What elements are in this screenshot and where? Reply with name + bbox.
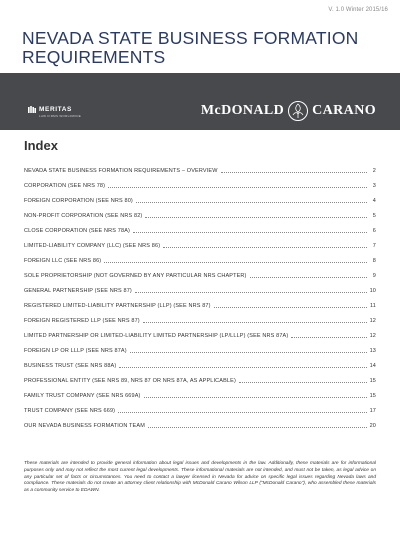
meritas-logo xyxy=(28,106,72,113)
toc-entry-label: LIMITED-LIABILITY COMPANY (LLC) (SEE NRS 86) xyxy=(24,243,161,249)
toc-entry[interactable] xyxy=(24,219,376,234)
crest-icon xyxy=(287,100,309,122)
meritas-wordmark: MERITAS xyxy=(39,106,72,113)
toc-entry-page: 9 xyxy=(372,273,376,279)
toc-entry-label: FOREIGN LLC (SEE NRS 86) xyxy=(24,258,102,264)
index-section xyxy=(24,138,376,429)
logo-band xyxy=(0,73,400,130)
toc-leader-dots xyxy=(148,427,367,428)
toc-entry-page: 2 xyxy=(372,168,376,174)
toc-leader-dots xyxy=(239,382,367,383)
toc-entry[interactable] xyxy=(24,339,376,354)
toc-entry[interactable] xyxy=(24,279,376,294)
toc-leader-dots xyxy=(136,202,367,203)
toc-leader-dots xyxy=(135,292,367,293)
toc-entry-page: 15 xyxy=(369,378,376,384)
toc-entry[interactable] xyxy=(24,204,376,219)
toc-leader-dots xyxy=(108,187,367,188)
toc-entry-label: NEVADA STATE BUSINESS FORMATION REQUIREMENTS – OVERVIEW xyxy=(24,168,218,174)
toc-entry-label: FAMILY TRUST COMPANY (SEE NRS 669A) xyxy=(24,393,141,399)
meritas-mark-icon xyxy=(28,106,36,113)
toc-leader-dots xyxy=(144,397,367,398)
toc-leader-dots xyxy=(133,232,367,233)
toc-entry-page: 6 xyxy=(372,228,376,234)
toc-leader-dots xyxy=(104,262,367,263)
toc-entry[interactable] xyxy=(24,309,376,324)
toc-leader-dots xyxy=(143,322,367,323)
toc-entry-label: CLOSE CORPORATION (SEE NRS 78A) xyxy=(24,228,131,234)
version-label: V. 1.0 Winter 2015/16 xyxy=(328,7,388,13)
toc-entry-page: 8 xyxy=(372,258,376,264)
toc-entry[interactable] xyxy=(24,234,376,249)
toc-leader-dots xyxy=(250,277,367,278)
toc-entry-label: FOREIGN REGISTERED LLP (SEE NRS 87) xyxy=(24,318,140,324)
toc-entry-page: 3 xyxy=(372,183,376,189)
carano-wordmark: CARANO xyxy=(312,103,376,118)
toc-entry[interactable] xyxy=(24,174,376,189)
toc-entry[interactable] xyxy=(24,384,376,399)
toc-entry[interactable] xyxy=(24,249,376,264)
toc-entry[interactable] xyxy=(24,369,376,384)
toc-entry[interactable] xyxy=(24,264,376,279)
mcdonald-wordmark: McDONALD xyxy=(200,103,285,118)
toc-entry-label: CORPORATION (SEE NRS 78) xyxy=(24,183,106,189)
toc-entry-label: SOLE PROPRIETORSHIP (NOT GOVERNED BY ANY PARTICULAR NRS CHAPTER) xyxy=(24,273,247,279)
toc-entry[interactable] xyxy=(24,324,376,339)
toc-entry[interactable] xyxy=(24,354,376,369)
toc-entry-page: 17 xyxy=(369,408,376,414)
toc-entry-label: TRUST COMPANY (SEE NRS 669) xyxy=(24,408,116,414)
toc-entry-page: 13 xyxy=(369,348,376,354)
toc-entry-label: GENERAL PARTNERSHIP (SEE NRS 87) xyxy=(24,288,132,294)
toc-entry[interactable] xyxy=(24,159,376,174)
toc-entry-page: 11 xyxy=(369,303,376,309)
toc-entry-label: OUR NEVADA BUSINESS FORMATION TEAM xyxy=(24,423,145,429)
toc-entry-page: 5 xyxy=(372,213,376,219)
toc-entry-label: BUSINESS TRUST (SEE NRS 88A) xyxy=(24,363,117,369)
toc-entry-label: REGISTERED LIMITED-LIABILITY PARTNERSHIP (LLP) (SEE NRS 87) xyxy=(24,303,211,309)
toc-leader-dots xyxy=(214,307,367,308)
toc-entry-page: 14 xyxy=(369,363,376,369)
toc-entry-page: 12 xyxy=(369,333,376,339)
toc-entry-page: 20 xyxy=(369,423,376,429)
table-of-contents xyxy=(24,159,376,429)
toc-entry-label: NON-PROFIT CORPORATION (SEE NRS 82) xyxy=(24,213,143,219)
toc-leader-dots xyxy=(130,352,367,353)
title-band xyxy=(0,18,400,73)
toc-entry-label: PROFESSIONAL ENTITY (SEE NRS 89, NRS 87 OR NRS 87A, AS APPLICABLE) xyxy=(24,378,236,384)
toc-entry-page: 15 xyxy=(369,393,376,399)
toc-entry[interactable] xyxy=(24,414,376,429)
toc-leader-dots xyxy=(145,217,367,218)
document-title: NEVADA STATE BUSINESS FORMATION REQUIREMENTS xyxy=(22,28,359,67)
toc-entry[interactable] xyxy=(24,189,376,204)
toc-entry-label: LIMITED PARTNERSHIP OR LIMITED-LIABILITY LIMITED PARTNERSHIP (LP/LLLP) (SEE NRS 87A) xyxy=(24,333,289,339)
toc-leader-dots xyxy=(291,337,366,338)
mcdonald-carano-logo xyxy=(201,100,376,122)
toc-entry-page: 4 xyxy=(372,198,376,204)
legal-disclaimer: These materials are intended to provide general information about legal issues and developments in the law. Additionally, these materials are for informational purposes only and may not reflect the most current legal developments. These informational materials are not intended, and must not be taken, as legal advice on any particular set of facts or circumstances. You need to contact a lawyer licensed in Nevada for advice on specific legal issues regarding Nevada laws and compliance. These materials do not create an attorney client relationship with McDonald Carano Wilson LLP ("McDonald Carano"), who assembled these materials as a community service to EDAWN. xyxy=(24,461,376,494)
meritas-tagline: LAW FIRMS WORLDWIDE xyxy=(39,114,82,118)
toc-entry-page: 12 xyxy=(369,318,376,324)
toc-entry-label: FOREIGN LP OR LLLP (SEE NRS 87A) xyxy=(24,348,127,354)
toc-leader-dots xyxy=(119,367,366,368)
toc-entry-page: 7 xyxy=(372,243,376,249)
toc-leader-dots xyxy=(118,412,366,413)
toc-leader-dots xyxy=(221,172,367,173)
toc-entry[interactable] xyxy=(24,294,376,309)
index-heading: Index xyxy=(24,138,58,153)
toc-entry-page: 10 xyxy=(369,288,376,294)
toc-leader-dots xyxy=(163,247,367,248)
toc-entry[interactable] xyxy=(24,399,376,414)
toc-entry-label: FOREIGN CORPORATION (SEE NRS 80) xyxy=(24,198,133,204)
